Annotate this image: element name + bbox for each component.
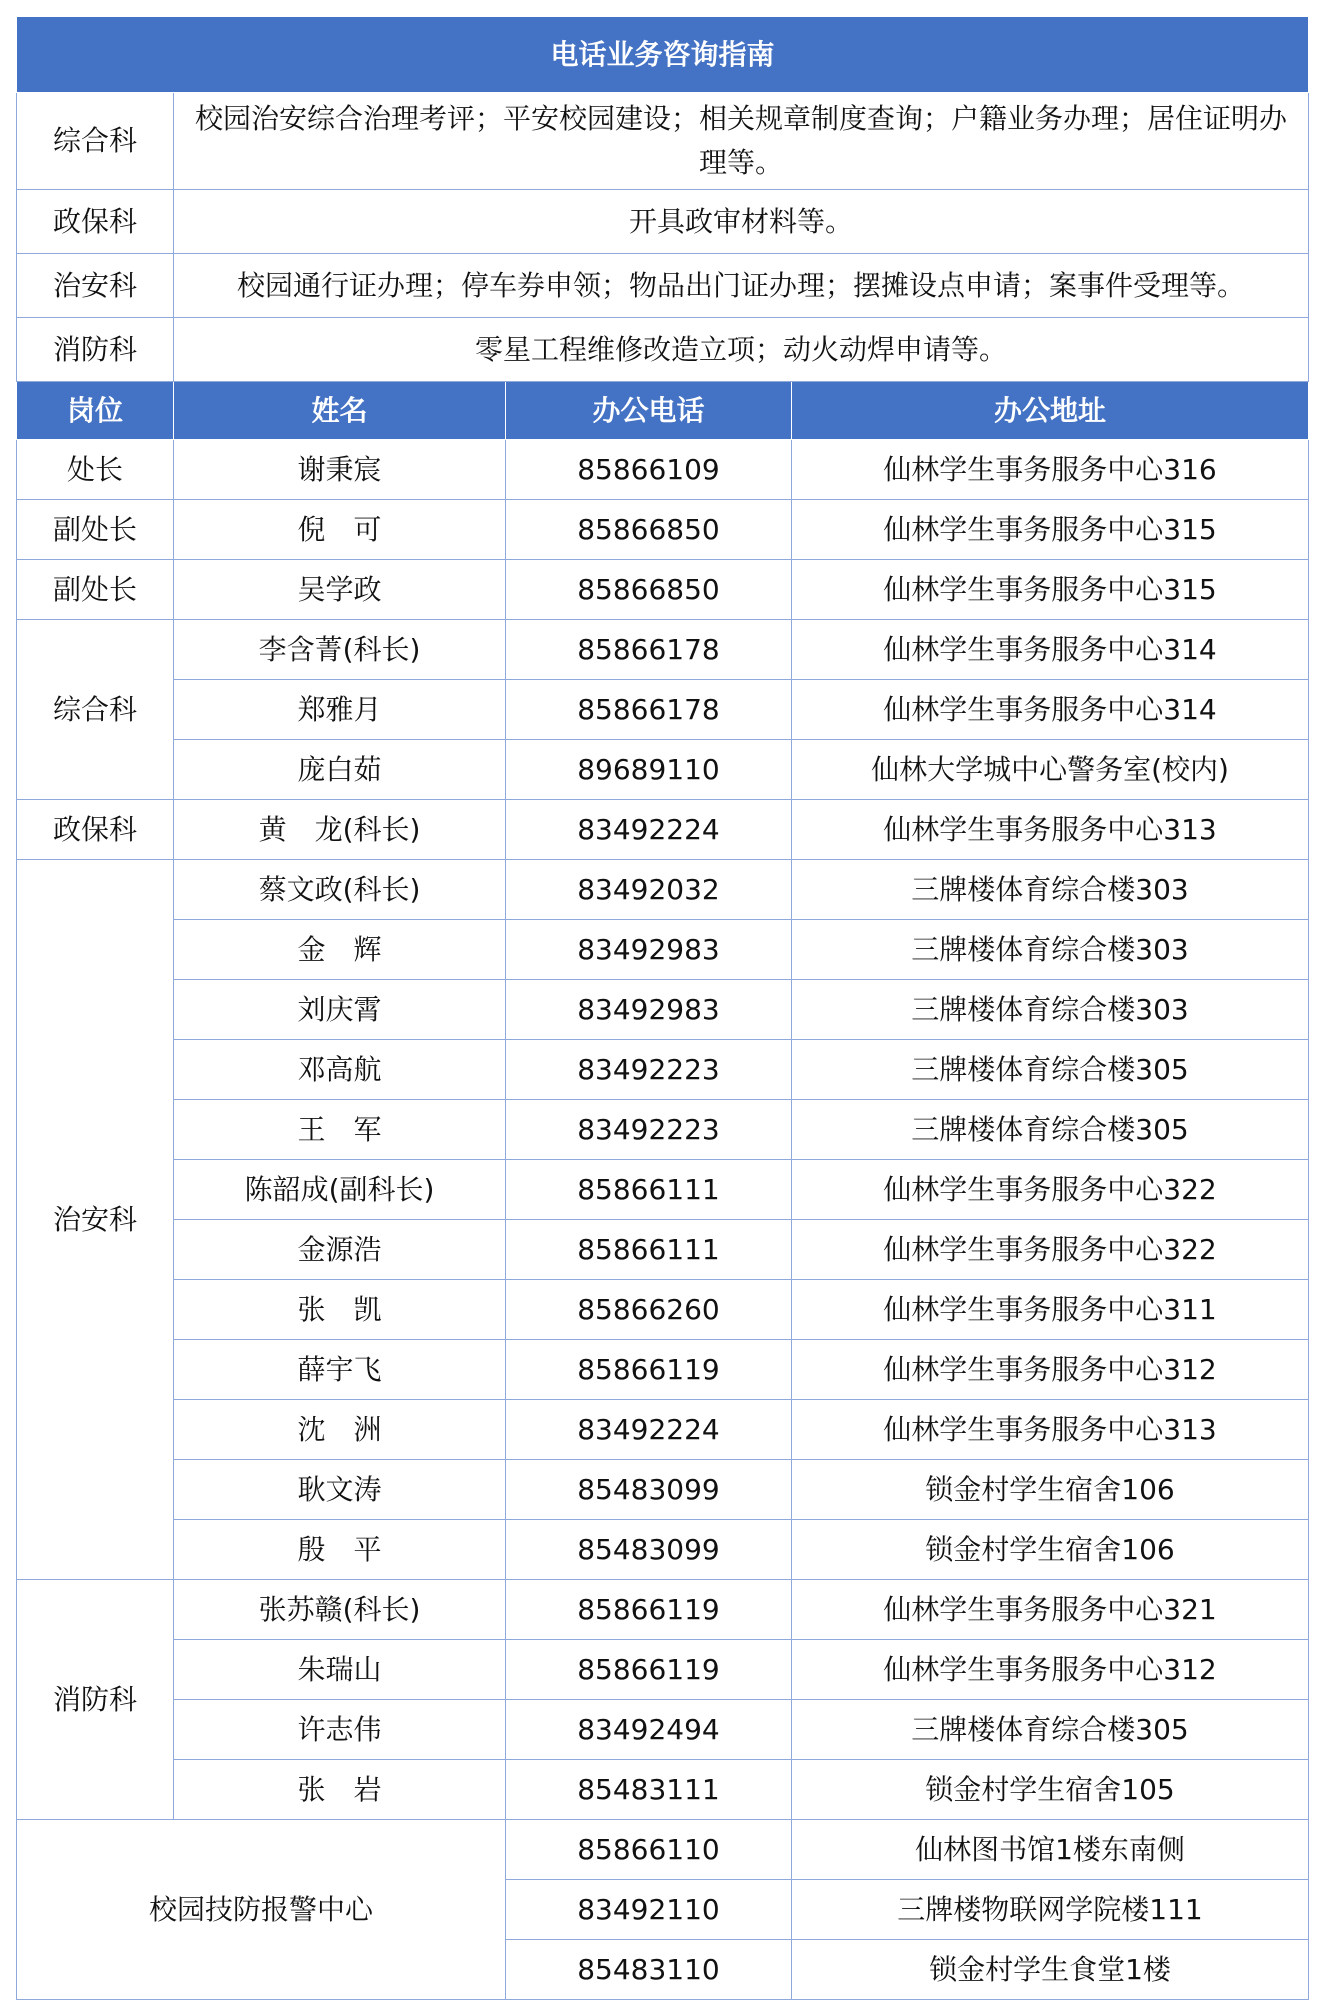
- header-address: 办公地址: [792, 382, 1309, 440]
- address-cell: 三牌楼体育综合楼305: [792, 1100, 1309, 1160]
- address-cell: 三牌楼体育综合楼305: [792, 1700, 1309, 1760]
- phone-cell: 85866110: [506, 1820, 792, 1880]
- table-row: [17, 1160, 1309, 1220]
- table-row: [17, 1040, 1309, 1100]
- name-cell: 庞白茹: [174, 740, 506, 800]
- address-cell: 仙林学生事务服务中心322: [792, 1220, 1309, 1280]
- position-cell: 副处长: [17, 560, 174, 620]
- phone-cell: 89689110: [506, 740, 792, 800]
- phone-cell: 83492110: [506, 1880, 792, 1940]
- desc-row: [17, 254, 1309, 318]
- address-cell: 锁金村学生食堂1楼: [792, 1940, 1309, 2000]
- name-cell: 蔡文政(科长): [174, 860, 506, 920]
- phone-cell: 83492223: [506, 1100, 792, 1160]
- address-cell: 仙林学生事务服务中心314: [792, 620, 1309, 680]
- table-row: [17, 1700, 1309, 1760]
- phone-cell: 83492224: [506, 800, 792, 860]
- phone-cell: 85866850: [506, 560, 792, 620]
- phone-cell: 83492032: [506, 860, 792, 920]
- address-cell: 三牌楼体育综合楼305: [792, 1040, 1309, 1100]
- name-cell: 许志伟: [174, 1700, 506, 1760]
- header-phone: 办公电话: [506, 382, 792, 440]
- phone-cell: 83492494: [506, 1700, 792, 1760]
- name-cell: 薛宇飞: [174, 1340, 506, 1400]
- position-cell: 政保科: [17, 800, 174, 860]
- address-cell: 锁金村学生宿舍105: [792, 1760, 1309, 1820]
- desc-row: [17, 190, 1309, 254]
- name-cell: 郑雅月: [174, 680, 506, 740]
- table-row: [17, 740, 1309, 800]
- phone-guide-sheet: [16, 16, 1308, 2000]
- name-cell: 吴学政: [174, 560, 506, 620]
- position-cell: 综合科: [17, 620, 174, 800]
- address-cell: 仙林学生事务服务中心315: [792, 500, 1309, 560]
- phone-cell: 85866850: [506, 500, 792, 560]
- desc-row: [17, 318, 1309, 382]
- position-cell: 消防科: [17, 1580, 174, 1820]
- table-row: [17, 1340, 1309, 1400]
- desc-dept: 治安科: [17, 254, 174, 318]
- table-row: [17, 620, 1309, 680]
- name-cell: 殷 平: [174, 1520, 506, 1580]
- address-cell: 仙林大学城中心警务室(校内): [792, 740, 1309, 800]
- name-cell: 张 岩: [174, 1760, 506, 1820]
- phone-cell: 85866178: [506, 620, 792, 680]
- position-cell: 治安科: [17, 860, 174, 1580]
- position-cell: 处长: [17, 440, 174, 500]
- name-cell: 张 凯: [174, 1280, 506, 1340]
- phone-cell: 85483099: [506, 1460, 792, 1520]
- address-cell: 仙林学生事务服务中心315: [792, 560, 1309, 620]
- position-cell: 副处长: [17, 500, 174, 560]
- header-name: 姓名: [174, 382, 506, 440]
- address-cell: 三牌楼体育综合楼303: [792, 860, 1309, 920]
- header-position: 岗位: [17, 382, 174, 440]
- phone-cell: 85483111: [506, 1760, 792, 1820]
- phone-cell: 85866119: [506, 1580, 792, 1640]
- phone-guide-table: [16, 16, 1309, 2000]
- address-cell: 仙林学生事务服务中心313: [792, 1400, 1309, 1460]
- table-row: [17, 1100, 1309, 1160]
- name-cell: 倪 可: [174, 500, 506, 560]
- table-row: [17, 1520, 1309, 1580]
- address-cell: 三牌楼物联网学院楼111: [792, 1880, 1309, 1940]
- table-row: [17, 440, 1309, 500]
- column-header-row: [17, 382, 1309, 440]
- phone-cell: 83492983: [506, 980, 792, 1040]
- name-cell: 金 辉: [174, 920, 506, 980]
- phone-cell: 83492983: [506, 920, 792, 980]
- table-row: [17, 980, 1309, 1040]
- table-row: [17, 1280, 1309, 1340]
- phone-cell: 85483099: [506, 1520, 792, 1580]
- desc-dept: 政保科: [17, 190, 174, 254]
- address-cell: 锁金村学生宿舍106: [792, 1520, 1309, 1580]
- name-cell: 黄 龙(科长): [174, 800, 506, 860]
- desc-text: 开具政审材料等。: [174, 190, 1309, 254]
- phone-cell: 85483110: [506, 1940, 792, 2000]
- address-cell: 仙林学生事务服务中心312: [792, 1640, 1309, 1700]
- table-row: [17, 1220, 1309, 1280]
- table-row: [17, 860, 1309, 920]
- phone-cell: 83492224: [506, 1400, 792, 1460]
- phone-cell: 85866119: [506, 1340, 792, 1400]
- table-row: [17, 1460, 1309, 1520]
- table-row: [17, 920, 1309, 980]
- name-cell: 张苏赣(科长): [174, 1580, 506, 1640]
- phone-cell: 85866178: [506, 680, 792, 740]
- name-cell: 王 军: [174, 1100, 506, 1160]
- name-cell: 谢秉宸: [174, 440, 506, 500]
- address-cell: 仙林学生事务服务中心316: [792, 440, 1309, 500]
- address-cell: 仙林图书馆1楼东南侧: [792, 1820, 1309, 1880]
- address-cell: 仙林学生事务服务中心314: [792, 680, 1309, 740]
- table-row: [17, 500, 1309, 560]
- address-cell: 仙林学生事务服务中心313: [792, 800, 1309, 860]
- name-cell: 陈韶成(副科长): [174, 1160, 506, 1220]
- phone-cell: 83492223: [506, 1040, 792, 1100]
- table-title: 电话业务咨询指南: [17, 17, 1309, 93]
- table-row: [17, 560, 1309, 620]
- address-cell: 仙林学生事务服务中心322: [792, 1160, 1309, 1220]
- name-cell: 李含菁(科长): [174, 620, 506, 680]
- table-row: [17, 1580, 1309, 1640]
- desc-dept: 综合科: [17, 93, 174, 190]
- name-cell: 刘庆霄: [174, 980, 506, 1040]
- name-cell: 金源浩: [174, 1220, 506, 1280]
- address-cell: 仙林学生事务服务中心321: [792, 1580, 1309, 1640]
- name-cell: 耿文涛: [174, 1460, 506, 1520]
- address-cell: 锁金村学生宿舍106: [792, 1460, 1309, 1520]
- phone-cell: 85866109: [506, 440, 792, 500]
- address-cell: 仙林学生事务服务中心311: [792, 1280, 1309, 1340]
- table-row: [17, 1400, 1309, 1460]
- name-cell: 朱瑞山: [174, 1640, 506, 1700]
- name-cell: 邓高航: [174, 1040, 506, 1100]
- phone-cell: 85866111: [506, 1160, 792, 1220]
- phone-cell: 85866119: [506, 1640, 792, 1700]
- position-cell: 校园技防报警中心: [17, 1820, 506, 2000]
- desc-text: 校园通行证办理；停车券申领；物品出门证办理；摆摊设点申请；案事件受理等。: [174, 254, 1309, 318]
- name-cell: 沈 洲: [174, 1400, 506, 1460]
- table-row: [17, 800, 1309, 860]
- address-cell: 三牌楼体育综合楼303: [792, 980, 1309, 1040]
- table-row: [17, 1760, 1309, 1820]
- phone-cell: 85866260: [506, 1280, 792, 1340]
- table-row: [17, 680, 1309, 740]
- desc-text: 零星工程维修改造立项；动火动焊申请等。: [174, 318, 1309, 382]
- phone-cell: 85866111: [506, 1220, 792, 1280]
- table-row: [17, 1640, 1309, 1700]
- desc-text: 校园治安综合治理考评；平安校园建设；相关规章制度查询；户籍业务办理；居住证明办理等。: [174, 93, 1309, 190]
- address-cell: 三牌楼体育综合楼303: [792, 920, 1309, 980]
- desc-row: [17, 93, 1309, 190]
- table-row: [17, 1820, 1309, 1880]
- desc-dept: 消防科: [17, 318, 174, 382]
- address-cell: 仙林学生事务服务中心312: [792, 1340, 1309, 1400]
